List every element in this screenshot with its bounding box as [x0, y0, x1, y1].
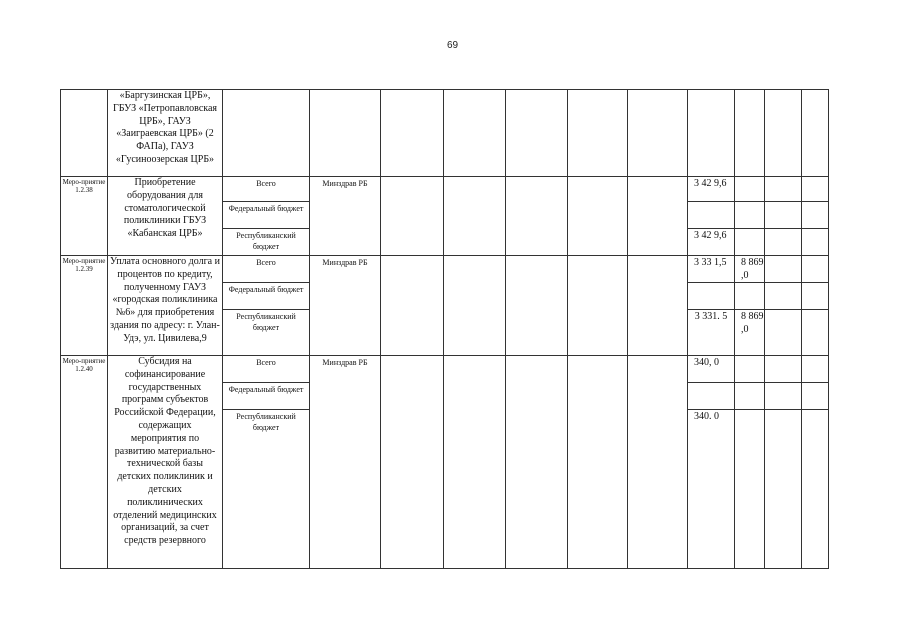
- table-cell: [735, 90, 765, 177]
- table-cell: [765, 229, 802, 256]
- measure-name: Уплата основного долга и процентов по кредиту, полученному ГАУЗ «городская поликлиника №6» для приобретения здания по адресу: г. Улан-Удэ, ул. Цивилева,9: [108, 256, 223, 356]
- value-cell: 340, 0: [688, 356, 735, 383]
- value-cell: 8 869 ,0: [735, 310, 765, 356]
- table-cell: [568, 177, 628, 256]
- table-cell: [765, 310, 802, 356]
- measure-id: Меро-приятие 1.2.40: [61, 356, 108, 569]
- table-cell: [802, 383, 829, 410]
- executor: Минздрав РБ: [310, 177, 381, 256]
- program-table: [60, 89, 829, 569]
- funding-source: Всего: [223, 256, 310, 283]
- measure-name: Приобретение оборудования для стоматологической поликлиники ГБУЗ «Кабанская ЦРБ»: [108, 177, 223, 256]
- page-number: 69: [446, 40, 459, 51]
- table-cell: [61, 90, 108, 177]
- value-cell: 3 33 1,5: [688, 256, 735, 283]
- table-cell: [802, 177, 829, 202]
- value-cell: 3 42 9,6: [688, 177, 735, 202]
- table-cell: [381, 177, 444, 256]
- table-cell: [506, 256, 568, 356]
- measure-id: Меро-приятие 1.2.38: [61, 177, 108, 256]
- table-cell: [568, 90, 628, 177]
- value-cell: [735, 229, 765, 256]
- table-cell: [568, 256, 628, 356]
- table-cell: [688, 90, 735, 177]
- value-cell: 3 331. 5: [688, 310, 735, 356]
- table-cell: [223, 90, 310, 177]
- table-cell: [444, 177, 506, 256]
- table-cell: [802, 410, 829, 569]
- table-cell: [765, 383, 802, 410]
- table-cell: [802, 229, 829, 256]
- table-cell: [802, 283, 829, 310]
- value-cell: 8 869 ,0: [735, 256, 765, 283]
- table-cell: [765, 410, 802, 569]
- table-cell: [506, 90, 568, 177]
- table-cell: [381, 256, 444, 356]
- table-row: [61, 256, 829, 283]
- executor: Минздрав РБ: [310, 256, 381, 356]
- table-row: [61, 177, 829, 202]
- table-cell: [802, 256, 829, 283]
- table-cell: [765, 177, 802, 202]
- funding-source: Республиканский бюджет: [223, 410, 310, 569]
- table-cell: [444, 90, 506, 177]
- value-cell: [735, 383, 765, 410]
- table-cell: [765, 356, 802, 383]
- table-cell: [628, 256, 688, 356]
- table-cell: [802, 90, 829, 177]
- table-cell: [444, 356, 506, 569]
- table-cell: [765, 202, 802, 229]
- value-cell: 3 42 9,6: [688, 229, 735, 256]
- funding-source: Федеральный бюджет: [223, 202, 310, 229]
- table-cell: [381, 90, 444, 177]
- table-cell: [628, 356, 688, 569]
- table-cell: [765, 283, 802, 310]
- table-cell: [802, 202, 829, 229]
- table-cell: [628, 177, 688, 256]
- value-cell: [735, 177, 765, 202]
- table-cell: [310, 90, 381, 177]
- funding-source: Республиканский бюджет: [223, 229, 310, 256]
- funding-source: Всего: [223, 177, 310, 202]
- table-cell: [506, 356, 568, 569]
- value-cell: [688, 202, 735, 229]
- funding-source: Федеральный бюджет: [223, 383, 310, 410]
- table-row: [61, 90, 829, 177]
- measure-id: Меро-приятие 1.2.39: [61, 256, 108, 356]
- value-cell: 340. 0: [688, 410, 735, 569]
- value-cell: [688, 383, 735, 410]
- executor: Минздрав РБ: [310, 356, 381, 569]
- value-cell: [735, 356, 765, 383]
- table-cell: [568, 356, 628, 569]
- value-cell: [735, 202, 765, 229]
- table-cell: [381, 356, 444, 569]
- funding-source: Республиканский бюджет: [223, 310, 310, 356]
- table-row: [61, 356, 829, 383]
- value-cell: [735, 283, 765, 310]
- table-cell: [444, 256, 506, 356]
- table-cell: [506, 177, 568, 256]
- measure-name-continuation: «Баргузинская ЦРБ», ГБУЗ «Петропавловская ЦРБ», ГАУЗ «Заиграевская ЦРБ» (2 ФАПа), ГАУЗ «Гусиноозерская ЦРБ»: [108, 90, 223, 177]
- table-cell: [765, 90, 802, 177]
- funding-source: Федеральный бюджет: [223, 283, 310, 310]
- value-cell: [688, 283, 735, 310]
- measure-name: Субсидия на софинансирование государственных программ субъектов Российской Федерации, содержащих мероприятия по развитию материально-технической базы детских поликлиник и детских поликлинических отделений медицинских организаций, за счет средств резервного: [108, 356, 223, 569]
- table-cell: [628, 90, 688, 177]
- value-cell: [735, 410, 765, 569]
- table-cell: [765, 256, 802, 283]
- funding-source: Всего: [223, 356, 310, 383]
- table-cell: [802, 310, 829, 356]
- table-cell: [802, 356, 829, 383]
